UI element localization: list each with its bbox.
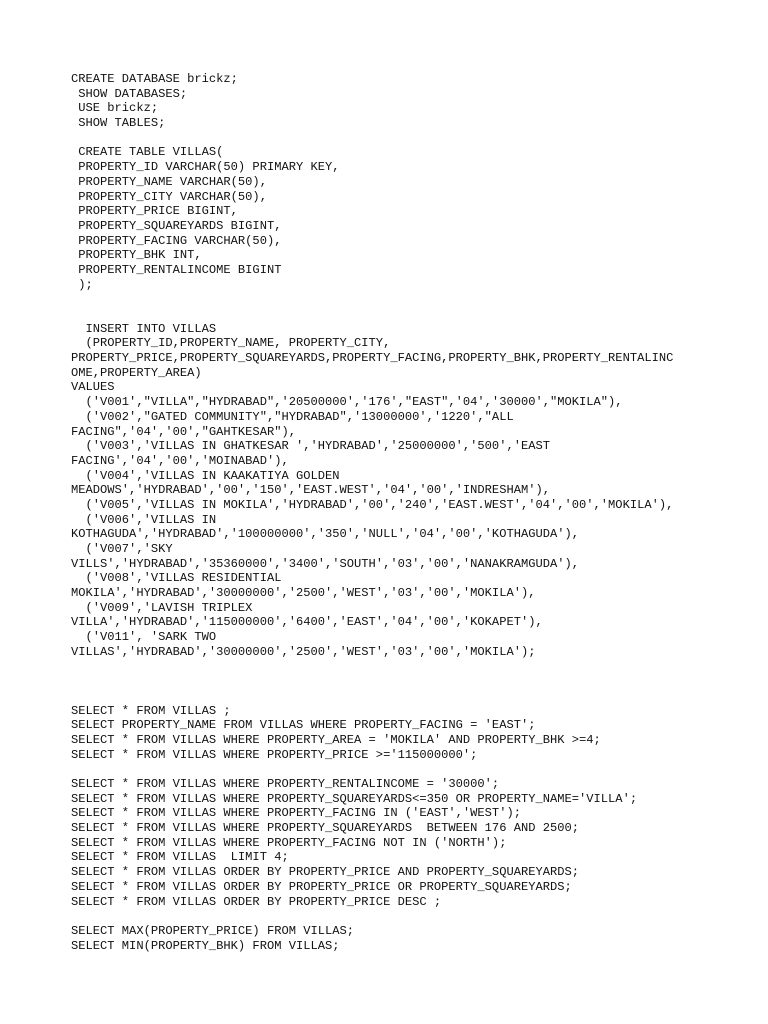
code-line: ('V009','LAVISH TRIPLEX [71, 600, 253, 615]
code-line [71, 909, 751, 924]
code-line: ('V011', 'SARK TWO [71, 630, 217, 645]
code-line: ('V008','VILLAS RESIDENTIAL [71, 571, 282, 586]
code-line: INSERT INTO VILLAS [71, 321, 217, 336]
code-line: FACING",'04','00',"GAHTKESAR"), [71, 424, 296, 439]
code-line: (PROPERTY_ID,PROPERTY_NAME, PROPERTY_CITY, [71, 336, 391, 351]
code-line: PROPERTY_SQUAREYARDS BIGINT, [71, 218, 282, 233]
code-line: SELECT * FROM VILLAS ; [71, 703, 231, 718]
code-line [71, 307, 751, 322]
code-line: SELECT * FROM VILLAS WHERE PROPERTY_FACING NOT IN ('NORTH'); [71, 835, 507, 850]
code-line: ('V002',"GATED COMMUNITY","HYDRABAD",'13000000','1220',"ALL [71, 409, 514, 424]
code-line: CREATE TABLE VILLAS( [71, 145, 224, 160]
code-line: OME,PROPERTY_AREA) [71, 365, 202, 380]
sql-code-block [71, 72, 751, 953]
code-line: PROPERTY_BHK INT, [71, 248, 202, 263]
code-line: SELECT * FROM VILLAS ORDER BY PROPERTY_PRICE OR PROPERTY_SQUAREYARDS; [71, 879, 572, 894]
code-line: SELECT * FROM VILLAS WHERE PROPERTY_SQUAREYARDS BETWEEN 176 AND 2500; [71, 821, 580, 836]
code-line: SELECT MAX(PROPERTY_PRICE) FROM VILLAS; [71, 923, 355, 938]
code-line: SELECT * FROM VILLAS WHERE PROPERTY_PRICE >='115000000'; [71, 747, 478, 762]
code-line: PROPERTY_PRICE,PROPERTY_SQUAREYARDS,PROPERTY_FACING,PROPERTY_BHK,PROPERTY_RENTALINC [71, 351, 674, 366]
code-line: CREATE DATABASE brickz; [71, 72, 238, 86]
code-line [71, 292, 751, 307]
code-line: SELECT PROPERTY_NAME FROM VILLAS WHERE PROPERTY_FACING = 'EAST'; [71, 718, 536, 733]
code-line [71, 674, 751, 689]
code-line: ('V006','VILLAS IN [71, 512, 217, 527]
code-line: VALUES [71, 380, 115, 395]
code-line: MEADOWS','HYDRABAD','00','150','EAST.WEST','04','00','INDRESHAM'), [71, 483, 550, 498]
code-line: SELECT * FROM VILLAS ORDER BY PROPERTY_PRICE AND PROPERTY_SQUAREYARDS; [71, 865, 580, 880]
code-line: ('V005','VILLAS IN MOKILA','HYDRABAD','00','240','EAST.WEST','04','00','MOKILA'), [71, 497, 674, 512]
code-line: ('V007','SKY [71, 542, 173, 556]
code-line: PROPERTY_CITY VARCHAR(50), [71, 189, 267, 204]
code-line: SELECT * FROM VILLAS WHERE PROPERTY_AREA = 'MOKILA' AND PROPERTY_BHK >=4; [71, 732, 601, 747]
code-line [71, 762, 751, 777]
code-line: MOKILA','HYDRABAD','30000000','2500','WEST','03','00','MOKILA'), [71, 586, 536, 601]
code-line: KOTHAGUDA','HYDRABAD','100000000','350','NULL','04','00','KOTHAGUDA'), [71, 527, 580, 542]
code-line [71, 131, 751, 146]
code-line: VILLS','HYDRABAD','35360000','3400','SOUTH','03','00','NANAKRAMGUDA'), [71, 556, 580, 571]
code-line: PROPERTY_NAME VARCHAR(50), [71, 174, 267, 189]
code-line: PROPERTY_PRICE BIGINT, [71, 204, 238, 219]
code-line: SELECT * FROM VILLAS WHERE PROPERTY_RENTALINCOME = '30000'; [71, 777, 500, 791]
code-line: SELECT * FROM VILLAS ORDER BY PROPERTY_PRICE DESC ; [71, 894, 442, 909]
code-line: USE brickz; [71, 101, 159, 116]
code-line [71, 660, 751, 675]
code-line [71, 689, 751, 704]
code-line: ('V003','VILLAS IN GHATKESAR ','HYDRABAD','25000000','500','EAST [71, 439, 550, 454]
code-line: FACING','04','00','MOINABAD'), [71, 453, 289, 468]
code-line: VILLAS','HYDRABAD','30000000','2500','WEST','03','00','MOKILA'); [71, 644, 536, 659]
code-line: SELECT * FROM VILLAS WHERE PROPERTY_SQUAREYARDS<=350 OR PROPERTY_NAME='VILLA'; [71, 791, 638, 806]
code-line: VILLA','HYDRABAD','115000000','6400','EAST','04','00','KOKAPET'), [71, 615, 543, 630]
code-line: SELECT * FROM VILLAS LIMIT 4; [71, 850, 289, 865]
code-line: SELECT * FROM VILLAS WHERE PROPERTY_FACING IN ('EAST','WEST'); [71, 806, 521, 821]
code-line: PROPERTY_ID VARCHAR(50) PRIMARY KEY, [71, 160, 340, 175]
code-line: ('V001',"VILLA","HYDRABAD",'20500000','176',"EAST",'04','30000',"MOKILA"), [71, 395, 623, 410]
code-line: SHOW TABLES; [71, 116, 166, 131]
code-line: SHOW DATABASES; [71, 86, 188, 101]
code-line: ('V004','VILLAS IN KAAKATIYA GOLDEN [71, 468, 340, 483]
code-line: PROPERTY_FACING VARCHAR(50), [71, 233, 282, 248]
code-line: SELECT MIN(PROPERTY_BHK) FROM VILLAS; [71, 938, 340, 953]
code-line: ); [71, 277, 93, 292]
code-line: PROPERTY_RENTALINCOME BIGINT [71, 262, 282, 277]
